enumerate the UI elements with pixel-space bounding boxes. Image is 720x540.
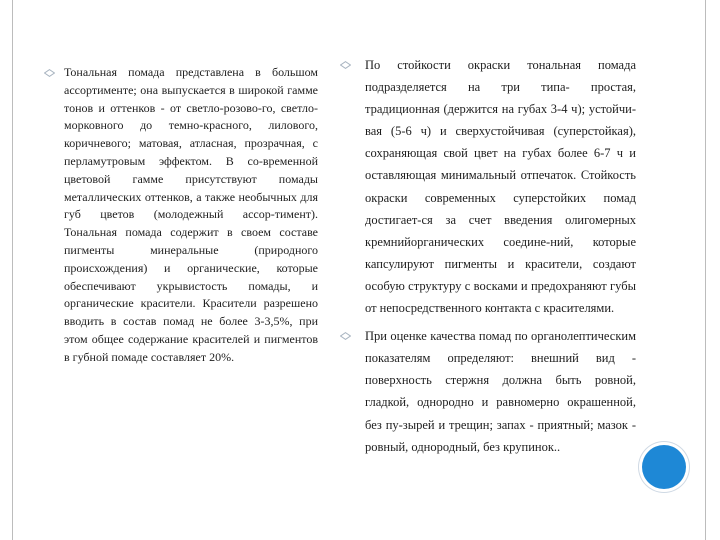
left-border-line <box>12 0 13 540</box>
left-bullet-1-text: Тональная помада представлена в большом ассортименте; она выпускается в широкой гамме тонов и оттенков - от светло-розово-го, светло-морковного до темно-красного, лилового, коричневого; матовая, атласная, прозрачная, с перламутровым эффектом. В со-временной цветовой гамме присутствуют помады металлических оттенков, а также необычных для губ цветов (молодежный ассор-тимент). Тональная помада содержит в своем составе пигменты минеральные (природного происхождения) и органические, которые обеспечивают укрывистость помады, и органические красители. Красители разрешено вводить в состав помад не более 3-3,5%, при этом общее содержание красителей и пигментов в губной помаде составляет 20%. <box>64 65 318 364</box>
blue-circle-icon <box>642 445 686 489</box>
right-bullet-2-text: При оценке качества помад по органолептическим показателям определяют: внешний вид - поверхность стержня должна быть ровной, гладкой, однородно и равномерно окрашенной, без пу-зырей и трещин; запах - приятный; мазок - ровный, однородный, без крупинок.. <box>365 329 636 454</box>
right-bullet-1 <box>340 54 636 319</box>
left-bullet-1 <box>44 64 318 367</box>
diamond-bullet-icon <box>44 69 55 77</box>
right-column <box>340 54 636 458</box>
right-bullet-2 <box>340 325 636 458</box>
diamond-bullet-icon <box>340 332 351 340</box>
right-border-line <box>705 0 706 540</box>
diamond-bullet-icon <box>340 61 351 69</box>
right-bullet-1-text: По стойкости окраски тональная помада подразделяется на три типа- простая, традиционная (держится на губах 3-4 ч); устойчи-вая (5-6 ч) и сверхустойчивая (суперстойкая), сохраняющая свой цвет на губах более 6-7 ч и оставляющая минимальный отпечаток. Стойкость окраски современных суперстойких помад достигает-ся за счет введения олигомерных кремнийорганических соедине-ний, которые капсулируют пигменты и красители, создают особую структуру с восками и предохраняют губы от непосредственного контакта с красителями. <box>365 58 636 316</box>
left-column <box>44 64 318 367</box>
